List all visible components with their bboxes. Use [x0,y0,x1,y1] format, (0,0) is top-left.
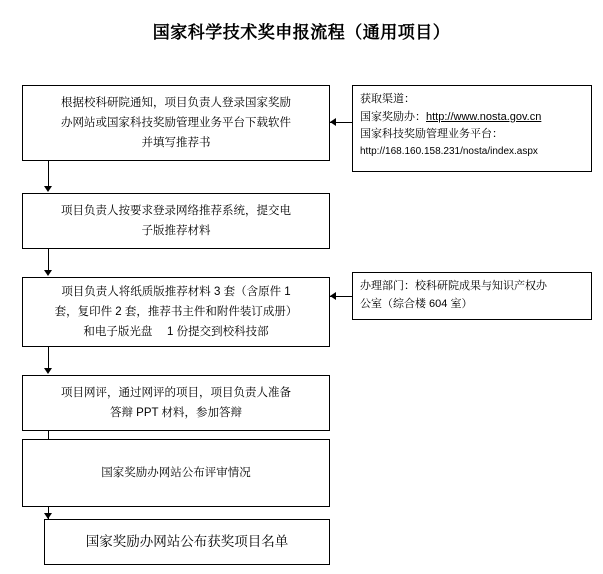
step-line: 套，复印件 2 套，推荐书主件和附件装订成册） [54,305,298,318]
connector-line [48,249,49,271]
page-title: 国家科学技术奖申报流程（通用项目） [152,23,451,42]
connector-arrow [44,368,52,374]
connector-arrow [330,118,336,126]
step-line: 项目网评，通过网评的项目，项目负责人准备 [61,386,291,399]
step-submit-paper [22,277,330,347]
awards-office-url[interactable]: http://www.nosta.gov.cn [426,110,542,123]
step-download-software [22,85,330,161]
connector-line [48,161,49,187]
connector-line [48,347,49,369]
note-line: 公室（综合楼 604 室） [360,297,473,310]
step-online-review [22,375,330,431]
note-awards-office-line [360,109,585,127]
step-line: 并填写推荐书 [141,137,211,150]
step-line: 子版推荐材料 [141,225,211,237]
note-label: 国家奖励办： [360,110,426,123]
step-line: 项目负责人按要求登录网络推荐系统，提交电 [61,204,291,217]
step-line: 办网站或国家科技奖励管理业务平台下载软件 [61,116,291,129]
platform-url: http://168.160.158.231/nosta/index.aspx [360,145,538,157]
step-line: 国家奖励办网站公布获奖项目名单 [85,534,289,550]
note-platform-label: 国家科技奖励管理业务平台： [360,128,503,141]
connector-arrow [44,186,52,192]
note-heading: 获取渠道： [360,93,415,105]
step-line: 项目负责人将纸质版推荐材料 3 套（含原件 1 [61,285,291,298]
step-line: 和电子版光盘 1 份提交到校科技部 [83,326,269,339]
connector-arrow [330,292,336,300]
note-channels [352,85,592,172]
note-line: 办理部门：校科研院成果与知识产权办 [360,280,547,292]
step-line: 答辩 PPT 材料，参加答辩 [109,407,243,419]
step-publish-winners [44,519,330,565]
step-publish-review [22,439,330,507]
connector-arrow [44,270,52,276]
step-submit-electronic [22,193,330,249]
note-department [352,272,592,320]
step-line: 国家奖励办网站公布评审情况 [101,466,251,479]
step-line: 根据校科研院通知，项目负责人登录国家奖励 [61,96,291,109]
